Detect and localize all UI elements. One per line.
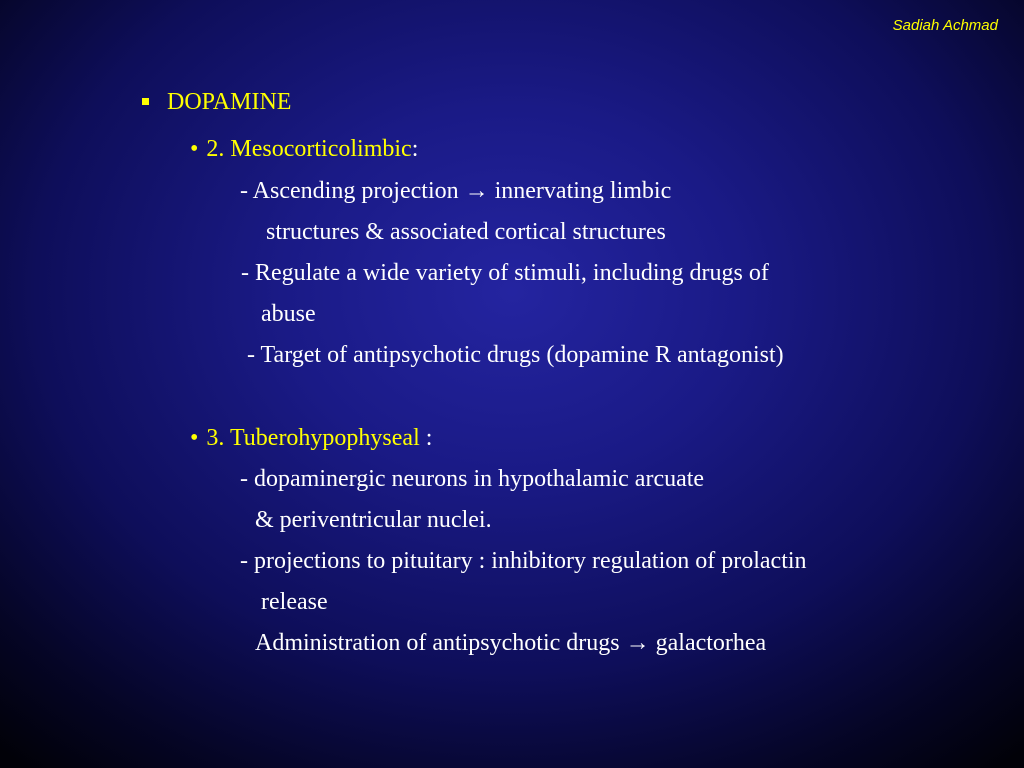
section2-title: 2. Mesocorticolimbic [206,136,412,162]
section3-line-1: - dopaminergic neurons in hypothalamic arcuate [240,466,705,492]
section3-line-2: & periventricular nuclei. [255,507,492,533]
section3-colon: : [425,425,433,451]
heading-row [142,88,291,116]
section3-line-3: - projections to pituitary : inhibitory regulation of prolactin [240,548,807,574]
section2-line-2: structures & associated cortical structures [266,219,666,245]
section3-line-4: release [261,589,328,615]
section2-line-1: - Ascending projection → innervating limbic [240,178,672,204]
section2-bullet: • [190,136,199,162]
section3-title: 3. Tuberohypophyseal [206,425,420,451]
section2-title-row [190,135,418,163]
section2-colon: : [411,136,419,162]
heading: DOPAMINE [167,89,292,115]
section3-title-row [190,424,432,452]
section3-bullet: • [190,425,199,451]
square-bullet-icon [142,98,149,105]
section2-line-3: - Regulate a wide variety of stimuli, including drugs of [241,260,769,286]
section2-line-4: abuse [261,301,316,327]
section3-line-5: Administration of antipsychotic drugs → galactorhea [255,630,767,656]
author-label: Sadiah Achmad [892,17,998,34]
section2-line-5: - Target of antipsychotic drugs (dopamine R antagonist) [247,342,784,368]
